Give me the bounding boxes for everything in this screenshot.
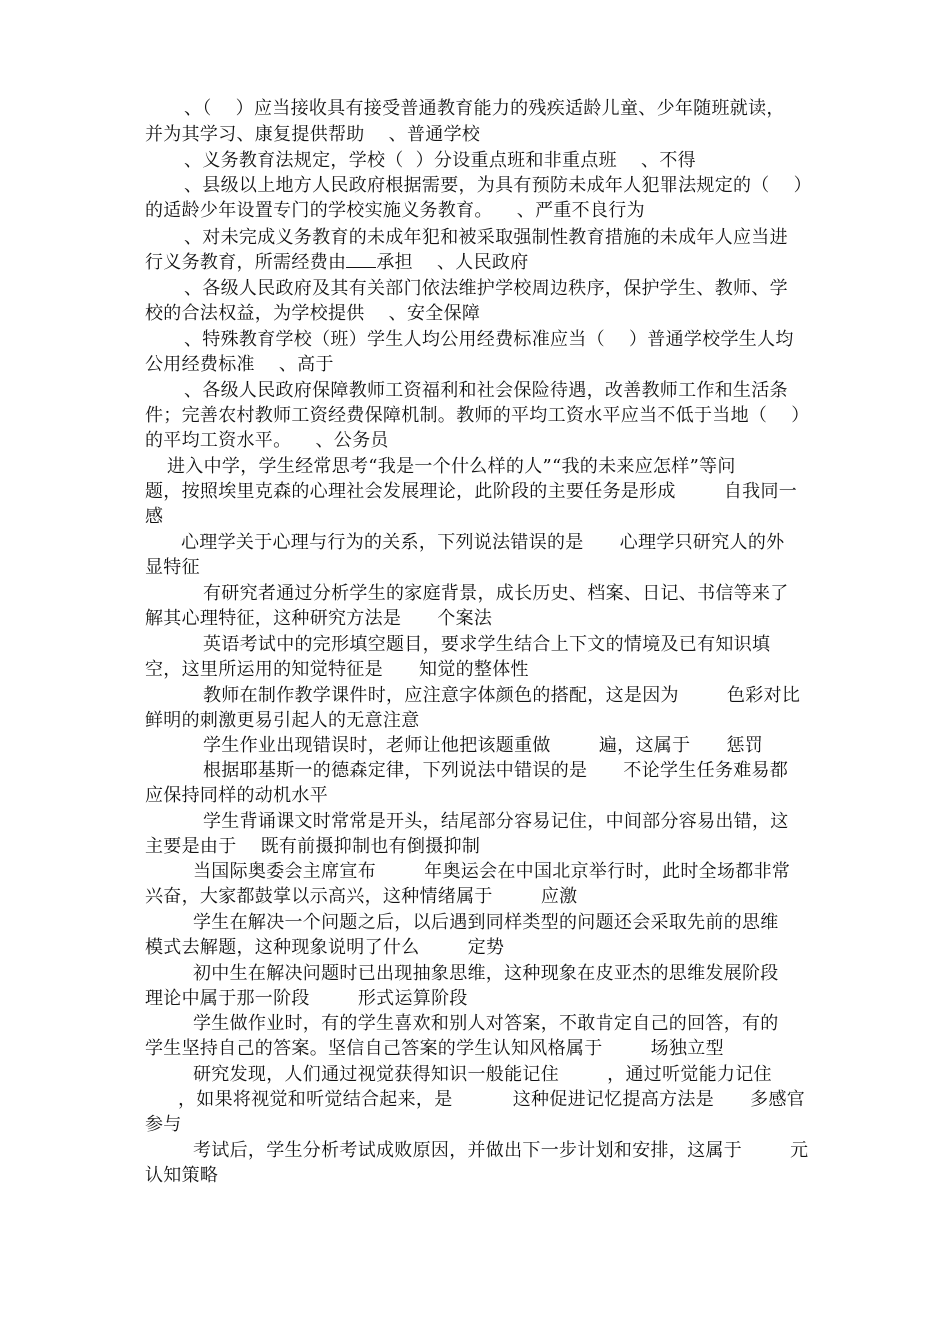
text-line: 教师在制作教学课件时，应注意字体颜色的搭配，这是因为 色彩对比 [203,685,801,706]
fill-in-blank [346,253,376,268]
text-line: 件；完善农村教师工资经费保障机制。教师的平均工资水平应当不低于当地（ ） [145,405,810,426]
text-line: 的平均工资水平。 、公务员 [145,430,389,451]
text-line: 学生背诵课文时常常是开头，结尾部分容易记住，中间部分容易出错，这 [203,811,789,832]
text-line: 理论中属于那一阶段 形式运算阶段 [145,988,468,1009]
text-line: 进入中学，学生经常思考“我是一个什么样的人”“我的未来应怎样”等问 [167,456,736,477]
text-line: 感 [145,506,164,527]
text-line: 初中生在解决问题时已出现抽象思维，这种现象在皮亚杰的思维发展阶段 [193,963,779,984]
text-line: 、各级人民政府保障教师工资福利和社会保险待遇，改善教师工作和生活条 [184,380,788,401]
text-line: 、各级人民政府及其有关部门依法维护学校周边秩序，保护学生、教师、学 [184,278,788,299]
text-line: 心理学关于心理与行为的关系，下列说法错误的是 心理学只研究人的外 [181,532,785,553]
text-line: 考试后，学生分析考试成败原因，并做出下一步计划和安排，这属于 元 [193,1140,809,1161]
text-line: 当国际奥委会主席宣布 年奥运会在中国北京举行时，此时全场都非常 [193,861,791,882]
text-line: 显特征 [145,557,200,578]
text-line: 题，按照埃里克森的心理社会发展理论，此阶段的主要任务是形成 自我同一 [145,481,798,502]
text-line: 学生坚持自己的答案。坚信自己答案的学生认知风格属于 场独立型 [145,1038,724,1059]
text-line: 研究发现，人们通过视觉获得知识一般能记住 ，通过听觉能力记住 [193,1064,772,1085]
text-line: 公用经费标准 、高于 [145,354,334,375]
text-line: 参与 [145,1114,182,1135]
text-line: 有研究者通过分析学生的家庭背景，成长历史、档案、日记、书信等来了 [203,583,789,604]
text-line: 学生在解决一个问题之后，以后遇到同样类型的问题还会采取先前的思维 [193,912,779,933]
text-line: 兴奋，大家都鼓掌以示高兴，这种情绪属于 应激 [145,886,578,907]
text-line: 空，这里所运用的知觉特征是 知觉的整体性 [145,659,529,680]
text-line: 学生做作业时，有的学生喜欢和别人对答案，不敢肯定自己的回答，有的 [193,1013,779,1034]
text-line [145,251,529,275]
text-line: 、（ ）应当接收具有接受普通教育能力的残疾适龄儿童、少年随班就读， [184,98,785,119]
text-line: 校的合法权益，为学校提供 、安全保障 [145,303,481,324]
text-line: 鲜明的刺激更易引起人的无意注意 [145,710,420,731]
text-line: 模式去解题，这种现象说明了什么 定势 [145,937,505,958]
text-line: 主要是由于 既有前摄抑制也有倒摄抑制 [145,836,481,857]
text-line: 应保持同样的动机水平 [145,785,328,806]
text-segment: 承担 、人民政府 [376,252,529,273]
text-line: 并为其学习、康复提供帮助 、普通学校 [145,124,481,145]
text-line: 学生作业出现错误时，老师让他把该题重做 遍，这属于 惩罚 [203,735,764,756]
text-line: 、县级以上地方人民政府根据需要，为具有预防未成年人犯罪法规定的（ ） [184,175,812,196]
text-line: 、义务教育法规定，学校（ ）分设重点班和非重点班 、不得 [184,150,696,171]
text-line: 的适龄少年设置专门的学校实施义务教育。 、严重不良行为 [145,200,645,221]
text-line: 解其心理特征，这种研究方法是 个案法 [145,608,493,629]
text-line: 、特殊教育学校（班）学生人均公用经费标准应当（ ）普通学校学生人均 [184,329,794,350]
text-line: 根据耶基斯一的德森定律，下列说法中错误的是 不论学生任务难易都 [203,760,789,781]
text-segment: 行义务教育，所需经费由 [145,252,347,273]
text-line: 英语考试中的完形填空题目，要求学生结合上下文的情境及已有知识填 [203,634,771,655]
text-line: 、对未完成义务教育的未成年犯和被采取强制性教育措施的未成年人应当进 [184,227,788,248]
text-line: ，如果将视觉和听觉结合起来，是 这种促进记忆提高方法是 多感官 [178,1089,806,1110]
text-line: 认知策略 [145,1165,219,1186]
